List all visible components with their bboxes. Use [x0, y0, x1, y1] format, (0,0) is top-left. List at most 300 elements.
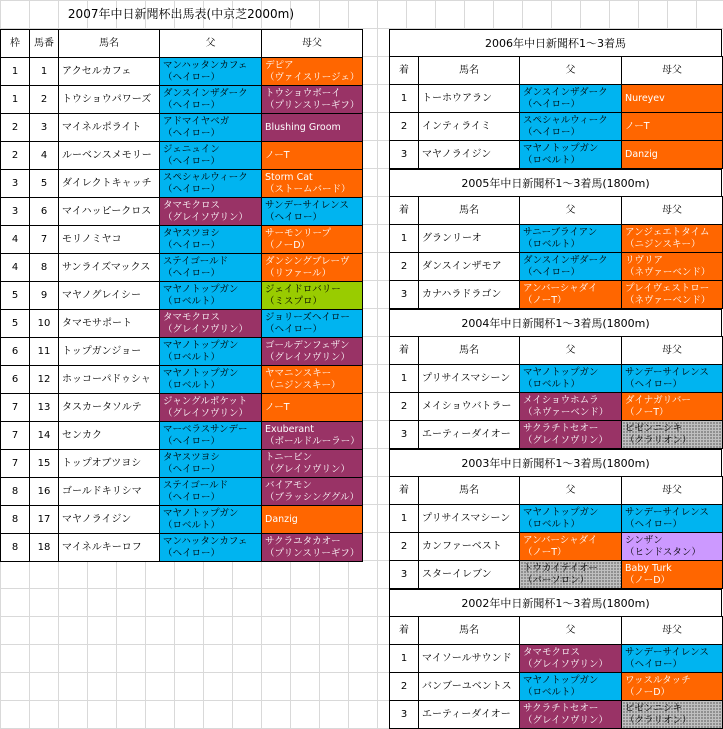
- bms1-line: ダイナガリバー: [625, 394, 691, 406]
- horse-name-cell: グランリーオ: [419, 225, 520, 253]
- bms2-line: （ミスプロ）: [265, 295, 323, 307]
- horse-name-cell: エーティーダイオー: [419, 701, 520, 729]
- table-row: [390, 253, 723, 281]
- sire1-line: マヤノトップガン: [163, 283, 239, 295]
- rank-cell: 1: [390, 505, 419, 533]
- sire1-line: マヤノトップガン: [163, 507, 239, 519]
- broodmare-sire-cell: [262, 170, 363, 198]
- rank-cell: 3: [390, 281, 419, 309]
- section-title: 2004年中日新聞杯1～3着馬(1800m): [389, 309, 722, 336]
- bms1-line: トウショウボーイ: [265, 87, 341, 99]
- broodmare-sire-cell: [262, 86, 363, 114]
- sire1-line: サニーブライアン: [523, 226, 598, 238]
- sire-cell: [160, 170, 262, 198]
- broodmare-sire-cell: [622, 701, 723, 729]
- past-results-header: [390, 477, 723, 505]
- bms2-line: （クラリオン）: [625, 714, 692, 726]
- sire2-line: （ヘイロー）: [163, 547, 221, 559]
- sire2-line: （ヘイロー）: [163, 99, 221, 111]
- sire-cell: [160, 86, 262, 114]
- section-title: 2003年中日新聞杯1～3着馬(1800m): [389, 449, 722, 476]
- sire1-line: アンバーシャダイ: [523, 534, 598, 546]
- table-row: [1, 366, 363, 394]
- section-title: 2006年中日新聞杯1～3着馬: [389, 29, 722, 56]
- sire1-line: タヤスツヨシ: [163, 451, 220, 463]
- bms2-line: （ノーT）: [625, 406, 669, 418]
- horse-name-cell: インティライミ: [419, 113, 520, 141]
- sire2-line: （ロベルト）: [163, 351, 221, 363]
- sire1-line: ステイゴールド: [163, 479, 229, 491]
- table-row: [390, 141, 723, 169]
- rank-cell: 2: [390, 533, 419, 561]
- waku-cell: 5: [1, 282, 30, 310]
- bms1-line: ノーT: [625, 120, 650, 132]
- table-row: [390, 421, 723, 449]
- sire2-line: （ヘイロー）: [163, 183, 221, 195]
- broodmare-sire-cell: [262, 226, 363, 254]
- sire2-line: （ネヴァーベンド）: [523, 406, 609, 418]
- bms2-line: （プリンスリーギフ）: [265, 547, 360, 559]
- waku-cell: 8: [1, 534, 30, 562]
- horse-name-cell: ホッコーパドゥシャ: [59, 366, 160, 394]
- table-row: [1, 422, 363, 450]
- section-title: 2002年中日新聞杯1～3着馬(1800m): [389, 589, 722, 616]
- table-row: [390, 393, 723, 421]
- past-results-section: [389, 169, 722, 309]
- broodmare-sire-cell: [262, 254, 363, 282]
- rank-cell: 3: [390, 701, 419, 729]
- waku-cell: 4: [1, 226, 30, 254]
- sire2-line: （ロベルト）: [163, 295, 221, 307]
- sire1-line: ダンスインザダーク: [163, 87, 248, 99]
- waku-cell: 3: [1, 198, 30, 226]
- bms1-line: ビゼンニシキ: [625, 422, 683, 434]
- broodmare-sire-cell: [622, 505, 723, 533]
- sire2-line: （ヘイロー）: [163, 239, 221, 251]
- sire-cell: [520, 673, 622, 701]
- umaban-cell: 8: [30, 254, 59, 282]
- sire2-line: （ヘイロー）: [523, 126, 581, 138]
- broodmare-sire-cell: [622, 533, 723, 561]
- umaban-cell: 10: [30, 310, 59, 338]
- rank-cell: 2: [390, 673, 419, 701]
- bms2-line: （ヴァイスリージェ）: [265, 71, 360, 83]
- waku-cell: 7: [1, 394, 30, 422]
- sire-cell: [160, 310, 262, 338]
- bms2-line: （ボールドルーラー）: [265, 435, 360, 447]
- table-row: [390, 113, 723, 141]
- umaban-cell: 5: [30, 170, 59, 198]
- bms2-line: （ヘイロー）: [625, 378, 683, 390]
- table-row: [390, 701, 723, 729]
- bms1-line: サクラユタカオー: [265, 535, 341, 547]
- horse-name-cell: ゴールドキリシマ: [59, 478, 160, 506]
- sire1-line: マヤノトップガン: [163, 367, 239, 379]
- horse-name-cell: ルーベンスメモリー: [59, 142, 160, 170]
- sire1-line: アンバーシャダイ: [523, 282, 598, 294]
- bms2-line: （ネヴァーベンド）: [625, 294, 711, 306]
- sire-cell: [160, 58, 262, 86]
- table-row: [1, 254, 363, 282]
- entry-table-header: [1, 30, 363, 58]
- broodmare-sire-cell: [622, 645, 723, 673]
- umaban-cell: 13: [30, 394, 59, 422]
- sire1-line: サクラチトセオー: [523, 422, 599, 434]
- sire-cell: [520, 113, 622, 141]
- header-horse-name: 馬名: [419, 617, 520, 645]
- sire-cell: [520, 701, 622, 729]
- table-row: [390, 645, 723, 673]
- broodmare-sire-cell: [262, 198, 363, 226]
- sire2-line: （ロベルト）: [523, 378, 581, 390]
- bms1-line: トニービン: [265, 451, 313, 463]
- broodmare-sire-cell: [622, 113, 723, 141]
- past-results-header: [390, 57, 723, 85]
- horse-name-cell: センカク: [59, 422, 160, 450]
- header-horse-name: 馬名: [59, 30, 160, 58]
- waku-cell: 2: [1, 114, 30, 142]
- sire2-line: （ノーT）: [523, 294, 567, 306]
- sire2-line: （グレイソヴリン）: [163, 407, 249, 419]
- sire-cell: [160, 506, 262, 534]
- table-row: [1, 310, 363, 338]
- table-row: [1, 394, 363, 422]
- broodmare-sire-cell: [262, 422, 363, 450]
- bms1-line: サンデーサイレンス: [625, 366, 709, 378]
- broodmare-sire-cell: [262, 534, 363, 562]
- sire2-line: （ヘイロー）: [163, 267, 221, 279]
- umaban-cell: 6: [30, 198, 59, 226]
- umaban-cell: 3: [30, 114, 59, 142]
- header-broodmare-sire: 母父: [622, 617, 723, 645]
- rank-cell: 1: [390, 85, 419, 113]
- waku-cell: 7: [1, 450, 30, 478]
- bms1-line: ヤマニンスキー: [265, 367, 332, 379]
- sire-cell: [160, 338, 262, 366]
- sire-cell: [160, 366, 262, 394]
- umaban-cell: 4: [30, 142, 59, 170]
- bms2-line: （ニジンスキー）: [625, 238, 701, 250]
- table-row: [1, 226, 363, 254]
- sire-cell: [520, 281, 622, 309]
- bms1-line: Blushing Groom: [265, 121, 341, 133]
- sire2-line: （パーソロン）: [523, 574, 590, 586]
- broodmare-sire-cell: [622, 141, 723, 169]
- bms1-line: Danzig: [625, 148, 658, 160]
- sire2-line: （グレイソヴリン）: [523, 658, 609, 670]
- bms2-line: （ヘイロー）: [625, 518, 683, 530]
- entry-table: [0, 29, 363, 562]
- waku-cell: 3: [1, 170, 30, 198]
- bms2-line: （クラリオン）: [625, 434, 692, 446]
- waku-cell: 1: [1, 58, 30, 86]
- broodmare-sire-cell: [262, 366, 363, 394]
- broodmare-sire-cell: [622, 673, 723, 701]
- bms1-line: ノーT: [265, 149, 290, 161]
- table-row: [1, 142, 363, 170]
- horse-name-cell: トップオブツヨシ: [59, 450, 160, 478]
- horse-name-cell: メイショウバトラー: [419, 393, 520, 421]
- bms1-line: Baby Turk: [625, 562, 672, 574]
- horse-name-cell: マイネルキーロフ: [59, 534, 160, 562]
- sire-cell: [520, 421, 622, 449]
- broodmare-sire-cell: [262, 114, 363, 142]
- header-sire: 父: [520, 197, 622, 225]
- waku-cell: 2: [1, 142, 30, 170]
- bms1-line: プレイヴェストロー: [625, 282, 710, 294]
- broodmare-sire-cell: [262, 58, 363, 86]
- horse-name-cell: カナハラドラゴン: [419, 281, 520, 309]
- sire2-line: （グレイソヴリン）: [163, 323, 249, 335]
- sire1-line: サクラチトセオー: [523, 702, 599, 714]
- section-title: 2005年中日新聞杯1～3着馬(1800m): [389, 169, 722, 196]
- sire2-line: （ヘイロー）: [163, 71, 221, 83]
- past-results-header: [390, 617, 723, 645]
- sire-cell: [160, 422, 262, 450]
- umaban-cell: 16: [30, 478, 59, 506]
- bms2-line: （ノーD）: [265, 239, 311, 251]
- broodmare-sire-cell: [622, 365, 723, 393]
- broodmare-sire-cell: [622, 281, 723, 309]
- umaban-cell: 1: [30, 58, 59, 86]
- sheet-title: 2007年中日新聞杯出馬表(中京芝2000m): [67, 7, 295, 21]
- sire1-line: メイショウホムラ: [523, 394, 599, 406]
- sire1-line: トウカイテイオー: [523, 562, 598, 574]
- bms2-line: （リファール）: [265, 267, 332, 279]
- bms1-line: サンデーサイレンス: [625, 506, 709, 518]
- umaban-cell: 11: [30, 338, 59, 366]
- sire2-line: （ロベルト）: [163, 519, 221, 531]
- sire-cell: [160, 478, 262, 506]
- sire-cell: [160, 282, 262, 310]
- sire-cell: [520, 365, 622, 393]
- broodmare-sire-cell: [622, 253, 723, 281]
- sire1-line: マーベラスサンデー: [163, 423, 248, 435]
- sire-cell: [160, 534, 262, 562]
- umaban-cell: 9: [30, 282, 59, 310]
- waku-cell: 4: [1, 254, 30, 282]
- sire1-line: タマモクロス: [163, 311, 221, 323]
- past-results-section: [389, 309, 722, 449]
- table-row: [1, 282, 363, 310]
- sire1-line: タマモクロス: [163, 199, 221, 211]
- bms1-line: ジョリーズヘイロー: [265, 311, 350, 323]
- sire-cell: [520, 561, 622, 589]
- broodmare-sire-cell: [262, 506, 363, 534]
- bms1-line: ゴールデンフェザン: [265, 339, 350, 351]
- past-results-section: [389, 589, 722, 729]
- sire1-line: マヤノトップガン: [523, 506, 599, 518]
- header-sire: 父: [160, 30, 262, 58]
- horse-name-cell: スターイレブン: [419, 561, 520, 589]
- bms1-line: ダンシングブレーヴ: [265, 255, 350, 267]
- sire2-line: （ヘイロー）: [163, 491, 221, 503]
- header-broodmare-sire: 母父: [622, 337, 723, 365]
- header-sire: 父: [520, 337, 622, 365]
- sire-cell: [520, 225, 622, 253]
- broodmare-sire-cell: [622, 393, 723, 421]
- horse-name-cell: モリノミヤコ: [59, 226, 160, 254]
- header-horse-name: 馬名: [419, 57, 520, 85]
- horse-name-cell: マイネルポライト: [59, 114, 160, 142]
- sire-cell: [160, 142, 262, 170]
- past-results-header: [390, 197, 723, 225]
- sire2-line: （ロベルト）: [163, 379, 221, 391]
- table-row: [390, 673, 723, 701]
- broodmare-sire-cell: [262, 338, 363, 366]
- table-row: [390, 561, 723, 589]
- horse-name-cell: マヤノライジン: [419, 141, 520, 169]
- sire1-line: マヤノトップガン: [523, 142, 599, 154]
- table-row: [390, 281, 723, 309]
- table-row: [1, 506, 363, 534]
- header-horse-name: 馬名: [419, 477, 520, 505]
- rank-cell: 2: [390, 253, 419, 281]
- broodmare-sire-cell: [262, 450, 363, 478]
- bms1-line: Storm Cat: [265, 171, 313, 183]
- table-row: [1, 58, 363, 86]
- table-row: [390, 225, 723, 253]
- bms1-line: サンデーサイレンス: [265, 199, 349, 211]
- sire-cell: [520, 505, 622, 533]
- sire1-line: マヤノトップガン: [163, 339, 239, 351]
- header-umaban: 馬番: [30, 30, 59, 58]
- horse-name-cell: トップガンジョー: [59, 338, 160, 366]
- sire1-line: ダンスインザダーク: [523, 254, 608, 266]
- sire-cell: [160, 450, 262, 478]
- horse-name-cell: トウショウパワーズ: [59, 86, 160, 114]
- sire1-line: スペシャルウィーク: [163, 171, 248, 183]
- table-row: [1, 170, 363, 198]
- rank-cell: 2: [390, 113, 419, 141]
- horse-name-cell: マヤノグレイシー: [59, 282, 160, 310]
- header-broodmare-sire: 母父: [622, 477, 723, 505]
- bms2-line: （ノーD）: [625, 686, 671, 698]
- waku-cell: 1: [1, 86, 30, 114]
- sire2-line: （ロベルト）: [523, 154, 581, 166]
- horse-name-cell: マイハッピークロス: [59, 198, 160, 226]
- waku-cell: 8: [1, 478, 30, 506]
- sire-cell: [160, 198, 262, 226]
- sire2-line: （ヘイロー）: [163, 127, 221, 139]
- horse-name-cell: ダイレクトキャッチ: [59, 170, 160, 198]
- header-rank: 着: [390, 617, 419, 645]
- sire1-line: ダンスインザダーク: [523, 86, 608, 98]
- umaban-cell: 15: [30, 450, 59, 478]
- sire-cell: [520, 253, 622, 281]
- rank-cell: 1: [390, 365, 419, 393]
- horse-name-cell: バンブーユベントス: [419, 673, 520, 701]
- header-broodmare-sire: 母父: [622, 197, 723, 225]
- sire-cell: [160, 254, 262, 282]
- sire2-line: （ロベルト）: [523, 518, 581, 530]
- horse-name-cell: トーホウアラン: [419, 85, 520, 113]
- bms1-line: サーモンリープ: [265, 227, 332, 239]
- sire2-line: （ノーT）: [523, 546, 567, 558]
- sire2-line: （ロベルト）: [523, 238, 581, 250]
- sire-cell: [520, 533, 622, 561]
- sire-cell: [520, 141, 622, 169]
- bms1-line: Danzig: [265, 513, 298, 525]
- sire2-line: （ヘイロー）: [163, 435, 221, 447]
- sire1-line: ステイゴールド: [163, 255, 229, 267]
- horse-name-cell: ダンスインザモア: [419, 253, 520, 281]
- umaban-cell: 14: [30, 422, 59, 450]
- sire2-line: （グレイソヴリン）: [523, 714, 609, 726]
- bms1-line: ワッスルタッチ: [625, 674, 691, 686]
- broodmare-sire-cell: [262, 282, 363, 310]
- sire1-line: マンハッタンカフェ: [163, 535, 248, 547]
- broodmare-sire-cell: [262, 478, 363, 506]
- rank-cell: 1: [390, 645, 419, 673]
- bms1-line: ビゼンニシキ: [625, 702, 683, 714]
- horse-name-cell: プリサイスマシーン: [419, 505, 520, 533]
- table-row: [1, 338, 363, 366]
- broodmare-sire-cell: [262, 142, 363, 170]
- table-row: [390, 533, 723, 561]
- bms1-line: デピア: [265, 59, 294, 71]
- bms2-line: （ヘイロー）: [265, 323, 323, 335]
- umaban-cell: 7: [30, 226, 59, 254]
- horse-name-cell: カンファーベスト: [419, 533, 520, 561]
- bms1-line: Nureyev: [625, 92, 665, 104]
- bms2-line: （ニジンスキー）: [265, 379, 341, 391]
- sire-cell: [520, 85, 622, 113]
- table-row: [1, 534, 363, 562]
- bms1-line: サンデーサイレンス: [625, 646, 709, 658]
- past-results-section: [389, 449, 722, 589]
- bms2-line: （プリンスリーギフ）: [265, 99, 360, 111]
- bms2-line: （ストームバード）: [265, 183, 351, 195]
- bms1-line: バイアモン: [265, 479, 312, 491]
- table-row: [390, 85, 723, 113]
- rank-cell: 3: [390, 561, 419, 589]
- header-broodmare-sire: 母父: [622, 57, 723, 85]
- sire1-line: アドマイヤベガ: [163, 115, 230, 127]
- header-waku: 枠: [1, 30, 30, 58]
- past-results-table: [389, 56, 723, 169]
- header-sire: 父: [520, 617, 622, 645]
- header-rank: 着: [390, 477, 419, 505]
- table-row: [390, 505, 723, 533]
- sire1-line: マヤノトップガン: [523, 366, 599, 378]
- bms2-line: （グレイソヴリン）: [265, 463, 351, 475]
- header-horse-name: 馬名: [419, 197, 520, 225]
- umaban-cell: 2: [30, 86, 59, 114]
- past-results-table: [389, 336, 723, 449]
- header-rank: 着: [390, 197, 419, 225]
- sire2-line: （グレイソヴリン）: [163, 211, 249, 223]
- umaban-cell: 17: [30, 506, 59, 534]
- rank-cell: 3: [390, 421, 419, 449]
- sire-cell: [160, 394, 262, 422]
- header-rank: 着: [390, 57, 419, 85]
- sire1-line: マンハッタンカフェ: [163, 59, 248, 71]
- horse-name-cell: タマモサポート: [59, 310, 160, 338]
- waku-cell: 7: [1, 422, 30, 450]
- bms2-line: （ヘイロー）: [625, 658, 683, 670]
- waku-cell: 5: [1, 310, 30, 338]
- broodmare-sire-cell: [262, 310, 363, 338]
- horse-name-cell: アクセルカフェ: [59, 58, 160, 86]
- horse-name-cell: マヤノライジン: [59, 506, 160, 534]
- broodmare-sire-cell: [622, 421, 723, 449]
- sire2-line: （ヘイロー）: [163, 463, 221, 475]
- sire1-line: タヤスツヨシ: [163, 227, 220, 239]
- sire-cell: [160, 114, 262, 142]
- bms2-line: （グレイソヴリン）: [265, 351, 351, 363]
- bms1-line: シンザン: [625, 534, 663, 546]
